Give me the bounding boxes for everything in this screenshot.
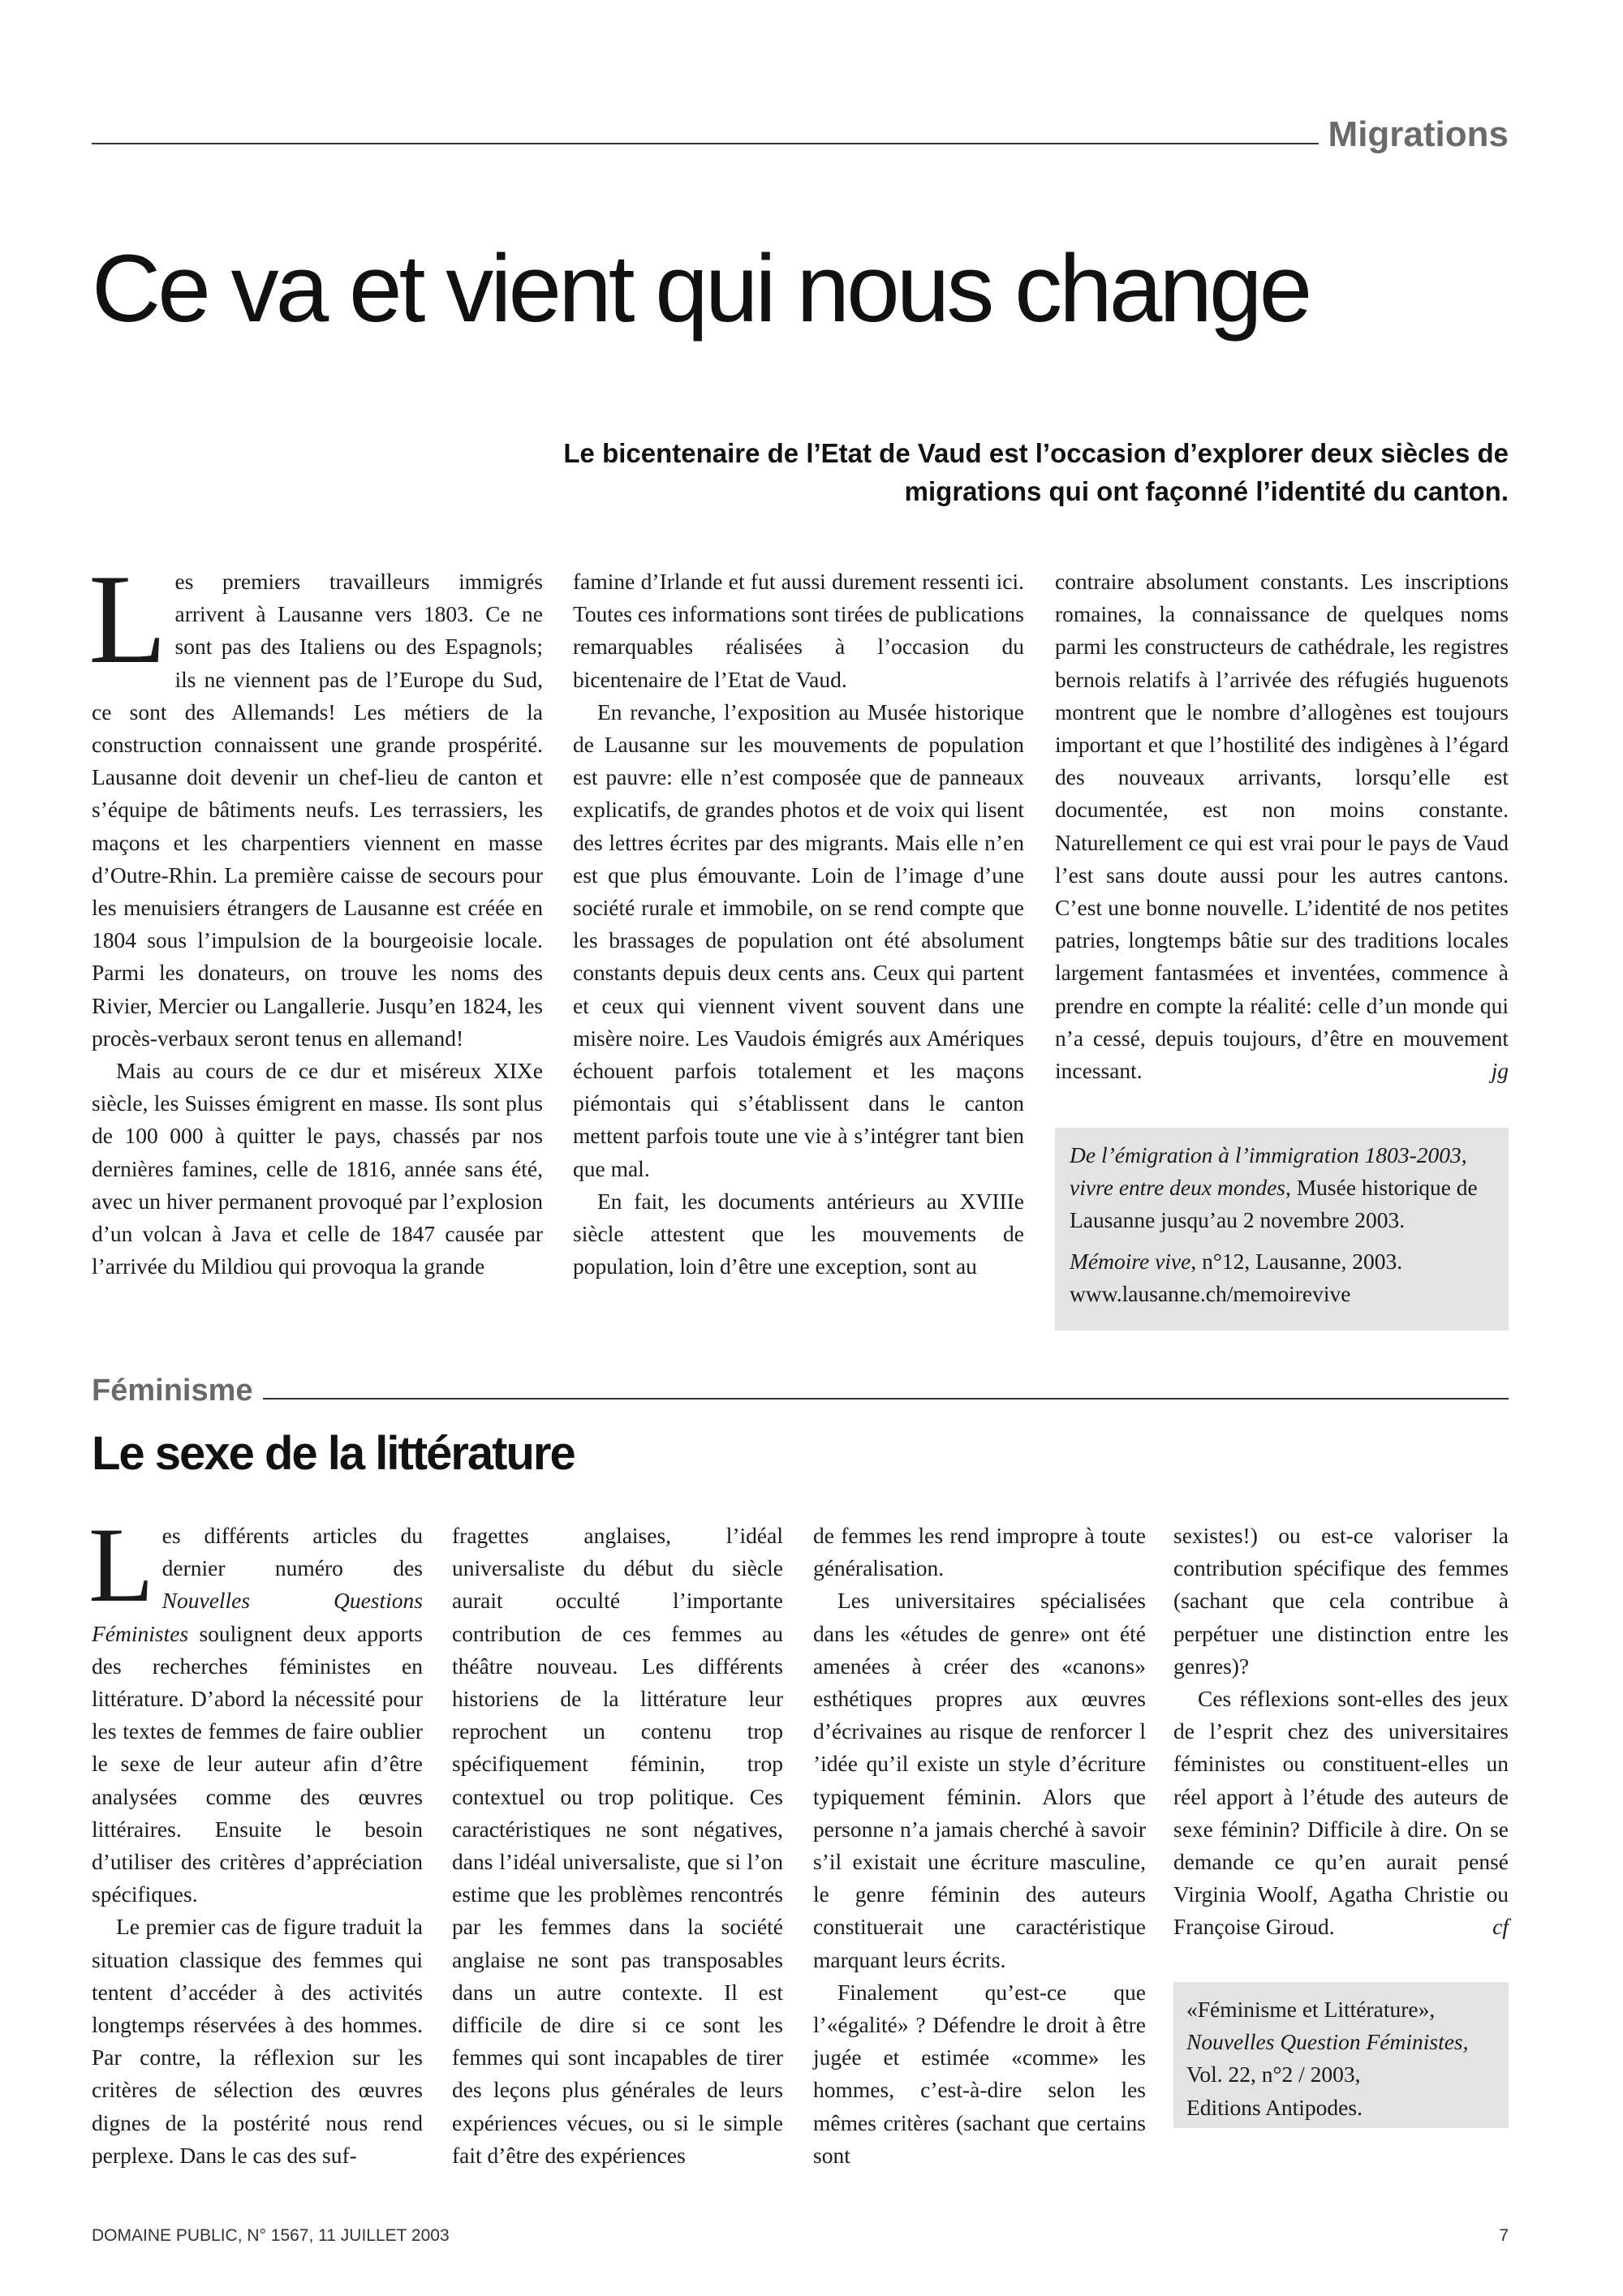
paragraph: [88, 548, 543, 1055]
footer-publication-info: DOMAINE PUBLIC, N° 1567, 11 JUILLET 2003: [92, 2226, 450, 2245]
article1-column-1: [88, 548, 543, 1324]
paragraph: En revanche, l’exposition au Musée historique de Lausanne sur les mouvements de population est pauvre: elle n’est composée que de panneaux explicatifs, de grandes photos et de voix qui lisent des lettres écrites par des migrants. Mais elle n’en est que plus émouvante. Loin de l’image d’une société rurale et immobile, on se rend compte que les brassages de population ont été absolument constants depuis deux cents ans. Ceux qui partent et ceux qui viennent vivent souvent dans une misère noire. Les Vaudois émigrés aux Amériques échouent parfois totalement et les maçons piémontais qui s’établissent dans le canton mettent parfois toute une vie à s’intégrer tant bien que mal.: [573, 699, 1024, 1181]
paragraph-text: es premiers travailleurs immigrés arrivent à Lausanne vers 1803. Ce ne sont pas des Italiens ou des Espagnols; ils ne viennent pas de l’Europe du Sud, ce sont des Allemands! Les métiers de la construction connaissent une grande prospérité. Lausanne doit devenir un chef-lieu de canton et s’équipe de bâtiments neufs. Les terrassiers, les maçons et les charpentiers viennent en masse d’Outre-Rhin. La première caisse de secours pour les menuisiers étrangers de Lausanne est créée en 1804 sous l’impulsion de la bourgeoisie locale. Parmi les donateurs, on trouve les noms des Rivier, Mercier ou Langallerie. Jusqu’en 1824, les procès-verbaux seront tenus en allemand!: [92, 569, 543, 1051]
paragraph: Les universitaires spécialisées dans les «études de genre» ont été amenées à créer des «canons» esthétiques propres aux œuvres d’écrivaines au risque de renforcer l ’idée qu’il existe un style d’écriture typiquement féminin. Alors que personne n’a jamais cherché à savoir s’il existait une écriture masculine, le genre féminin des auteurs constituerait une caractéristique marquant leurs écrits.: [813, 1588, 1146, 1972]
rubric-header-feminisme: [92, 1367, 1509, 1408]
article1-column-2: [573, 565, 1024, 1324]
reference-line: «Féminisme et Littérature»,: [1186, 1997, 1436, 2022]
page-number: 7: [1499, 2226, 1509, 2245]
rubric-header-migrations: [92, 105, 1509, 154]
author-signature: cf: [1492, 1914, 1509, 1940]
paragraph-text: contraire absolument constants. Les inscriptions romaines, la connaissance de quelques noms parmi les constructeurs de cathédrale, les registres bernois relatifs à l’arrivée des réfugiés huguenots montrent que le nombre d’allogènes est toujours important et que l’hostilité des indigènes à l’égard des nouveaux arrivants, lorsqu’elle est documentée, est non moins constante. Naturellement ce qui est vrai pour le pays de Vaud l’est sans doute aussi pour les autres cantons. C’est une bonne nouvelle. L’identité de nos petites patries, longtemps bâtie sur des traditions locales largement fantasmées et inventées, commence à prendre en compte la réalité: celle d’un monde qui n’a cessé, depuis toujours, d’être en mouvement incessant.: [1055, 569, 1509, 1084]
paragraph-text: soulignent deux apports des recherches féministes en littérature. D’abord la nécessité pour les textes de femmes de faire oublier le sexe de leur auteur afin d’être analysées comme des œuvres littéraires. Ensuite le besoin d’utiliser des critères d’appréciation spécifiques.: [92, 1620, 423, 1907]
reference-url: www.lausanne.ch/memoirevive: [1070, 1280, 1351, 1306]
reference-title: De l’émigration à l’immigration 1803-2003, vivre entre deux mondes: [1070, 1142, 1467, 1201]
journal-title: Nouvelles Questions Féministes: [92, 1588, 423, 1646]
article2-column-3: [813, 1520, 1146, 2168]
article2-column-2: [452, 1520, 783, 2168]
reference-title: Mémoire vive: [1070, 1248, 1191, 1274]
article-title: Le sexe de la littérature: [92, 1427, 575, 1480]
reference-line: [1070, 1245, 1494, 1310]
reference-text: , Musée historique de Lausanne jusqu’au 2 novembre 2003.: [1070, 1175, 1478, 1233]
journal-title: Nouvelles Question Féministes,: [1186, 2029, 1469, 2055]
paragraph-text: Ces réflexions sont-elles des jeux de l’esprit chez des universitaires féministes ou constituent-elles un réel apport à l’étude des auteurs de sexe féminin? Difficile à dire. On se demande ce qu’en aurait pensé Virginia Woolf, Agatha Christie ou Françoise Giroud.: [1173, 1686, 1509, 1940]
paragraph: de femmes les rend impropre à toute généralisation.: [813, 1523, 1146, 1581]
paragraph: [1173, 1683, 1509, 1944]
paragraph: fragettes anglaises, l’idéal universaliste du début du siècle aurait occulté l’importante contribution de ces femmes au théâtre nouveau. Les différents historiens de la littérature leur reprochent un contenu trop spécifiquement féminin, trop contextuel ou trop politique. Ces caractéristiques ne sont négatives, dans l’idéal universaliste, que si l’on estime que les problèmes rencontrés par les femmes dans la société anglaise ne sont pas transposables dans un autre contexte. Il est difficile de dire si ce sont les femmes qui sont incapables de tirer des leçons plus générales de leurs expériences vécues, ou si le simple fait d’être des expériences: [452, 1523, 783, 2168]
reference-line: [1186, 2026, 1496, 2058]
paragraph: famine d’Irlande et fut aussi durement ressenti ici. Toutes ces informations sont tirées de publications remarquables réalisées à l’occasion du bicentenaire de l’Etat de Vaud.: [573, 569, 1024, 692]
author-signature: jg: [1491, 1058, 1509, 1084]
reference-line: [1070, 1139, 1494, 1237]
paragraph: sexistes!) ou est-ce valoriser la contribution spécifique des femmes (sachant que cela contribue à perpétuer une distinction entre les genres)?: [1173, 1523, 1509, 1679]
reference-line: Editions Antipodes.: [1186, 2094, 1363, 2120]
rubric-label: Féminisme: [92, 1375, 263, 1406]
paragraph: En fait, les documents antérieurs au XVIIIe siècle attestent que les mouvements de population, loin d’être une exception, sont au: [573, 1188, 1024, 1279]
drop-cap: L: [88, 1505, 154, 1624]
paragraph: [88, 1505, 423, 1911]
article2-column-1: [88, 1505, 423, 2168]
reference-line: Vol. 22, n°2 / 2003,: [1186, 2062, 1361, 2087]
article1-column-3: [1055, 565, 1509, 1101]
paragraph-text: es différents articles du dernier numéro des: [161, 1523, 423, 1581]
paragraph: [1055, 565, 1509, 1087]
rubric-label: Migrations: [1319, 117, 1509, 153]
paragraph: Mais au cours de ce dur et miséreux XIXe siècle, les Suisses émigrent en masse. Ils sont plus de 100 000 à quitter le pays, chassés par nos dernières famines, celle de 1816, année sans été, avec un hiver permanent provoqué par l’explosion d’un volcan à Java et celle de 1847 causée par l’arrivée du Mildiou qui provoqua la grande: [92, 1058, 543, 1279]
paragraph: Le premier cas de figure traduit la situation classique des femmes qui tentent d’accéder à des activités longtemps réservées à des hommes. Par contre, la réflexion sur les critères de sélection des œuvres dignes de la postérité nous rend perplexe. Dans le cas des suf-: [92, 1914, 423, 2168]
reference-box: [1055, 1128, 1509, 1331]
article-lead: Le bicentenaire de l’Etat de Vaud est l’occasion d’explorer deux siècles de migrations qui ont façonné l’identité du canton.: [563, 438, 1509, 506]
article-title: Ce va et vient qui nous change: [92, 235, 1310, 342]
article2-column-4: [1173, 1520, 1509, 1941]
drop-cap: L: [88, 548, 167, 690]
reference-box: [1173, 1982, 1509, 2128]
reference-text: , n°12, Lausanne, 2003.: [1190, 1248, 1403, 1274]
paragraph: Finalement qu’est-ce que l’«égalité» ? Défendre le droit à être jugée et estimée «comme» les hommes, c’est-à-dire selon les mêmes critères (sachant que certains sont: [813, 1979, 1146, 2168]
